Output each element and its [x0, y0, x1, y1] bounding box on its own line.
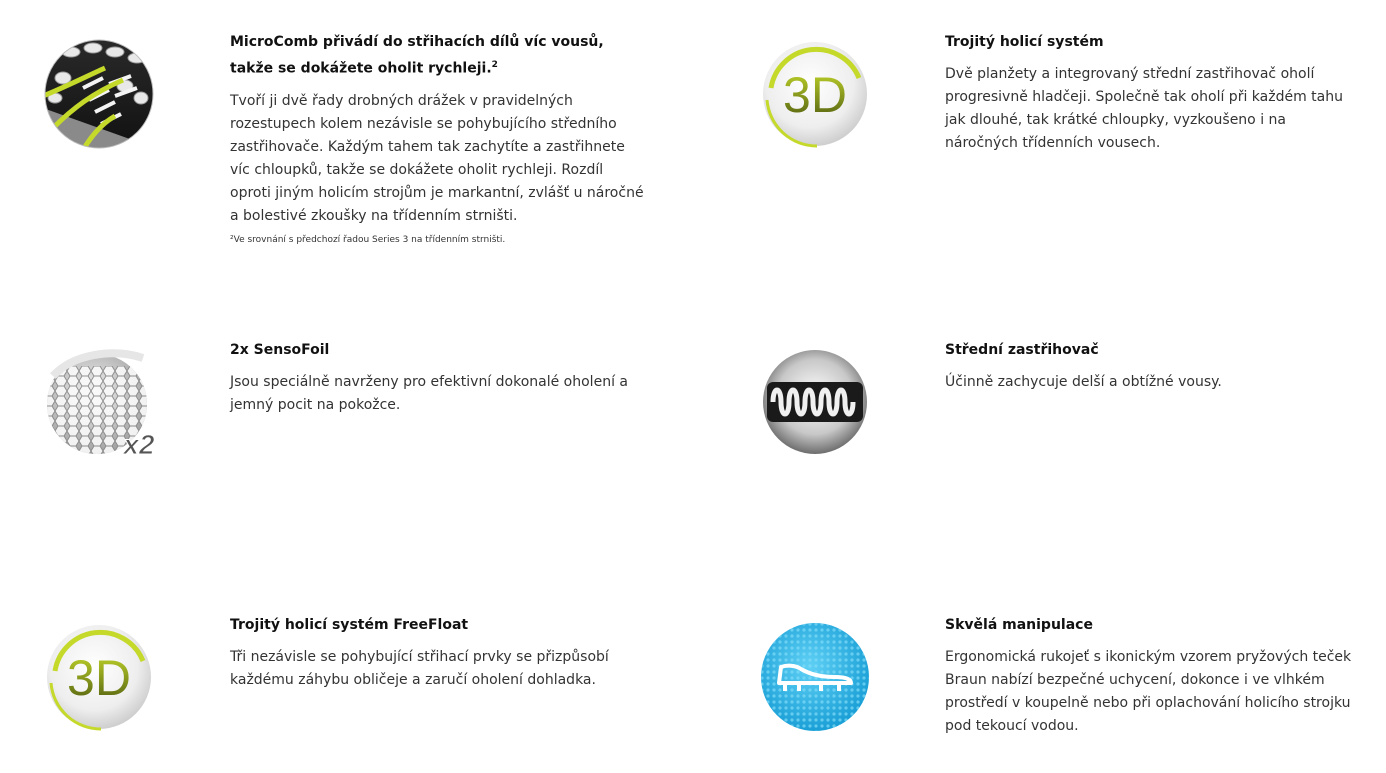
feature-triple-shaving-text: [945, 31, 1360, 155]
feature-description: Tři nezávisle se pohybující střihací prvky se přizpůsobí každému záhybu obličeje a zaručí oholení dohladka.: [230, 649, 609, 688]
feature-description: Účinně zachycuje delší a obtížné vousy.: [945, 374, 1222, 390]
microcomb-icon: [43, 38, 155, 150]
svg-text:3D: 3D: [67, 650, 131, 706]
svg-text:x2: x2: [123, 429, 155, 458]
feature-title: Trojitý holicí systém FreeFloat: [230, 617, 469, 633]
feature-title: Trojitý holicí systém: [945, 34, 1104, 50]
sensofoil-icon: [43, 346, 155, 458]
feature-title: 2x SensoFoil: [230, 342, 330, 358]
feature-title: MicroComb přivádí do střihacích dílů víc vousů, takže se dokážete oholit rychleji.$^2$: [230, 34, 604, 77]
feature-footnote: ²Ve srovnání s předchozí řadou Series 3 na třídenním strništi.: [230, 234, 506, 245]
feature-middle-trimmer-text: [945, 339, 1360, 394]
feature-handling-text: [945, 614, 1360, 738]
feature-description: Dvě planžety a integrovaný střední zastřihovač oholí progresivně hladčeji. Společně tak oholí při každém tahu jak dlouhé, tak krátké chloupky, vyzkoušeno i na náročných třídenních vousech.: [945, 66, 1343, 151]
svg-text:3D: 3D: [783, 67, 847, 123]
grip-icon: [759, 621, 871, 733]
feature-freefloat-text: [230, 614, 645, 692]
feature-title: Střední zastřihovač: [945, 342, 1099, 358]
feature-description: Jsou speciálně navrženy pro efektivní dokonalé oholení a jemný pocit na pokožce.: [230, 374, 628, 413]
middle-trimmer-icon: [759, 346, 871, 458]
feature-sensofoil-text: [230, 339, 645, 417]
3d-icon: [43, 621, 155, 733]
feature-microcomb-text: [230, 31, 645, 247]
feature-title: Skvělá manipulace: [945, 617, 1093, 633]
3d-icon: [759, 38, 871, 150]
feature-description: Tvoří ji dvě řady drobných drážek v pravidelných rozestupech kolem nezávisle se pohybujícího středního zastřihovače. Každým tahem tak zachytíte a zastřihnete víc chloupků, takže se dokážete oholit rychleji. Rozdíl oproti jiným holicím strojům je markantní, zvlášť u náročné a bolestivé zkoušky na třídenním strništi.: [230, 92, 644, 224]
feature-description: Ergonomická rukojeť s ikonickým vzorem pryžových teček Braun nabízí bezpečné uchycení, dokonce i ve vlhkém prostředí v koupelně nebo při oplachování holicího strojku pod tekoucí vodou.: [945, 649, 1352, 734]
